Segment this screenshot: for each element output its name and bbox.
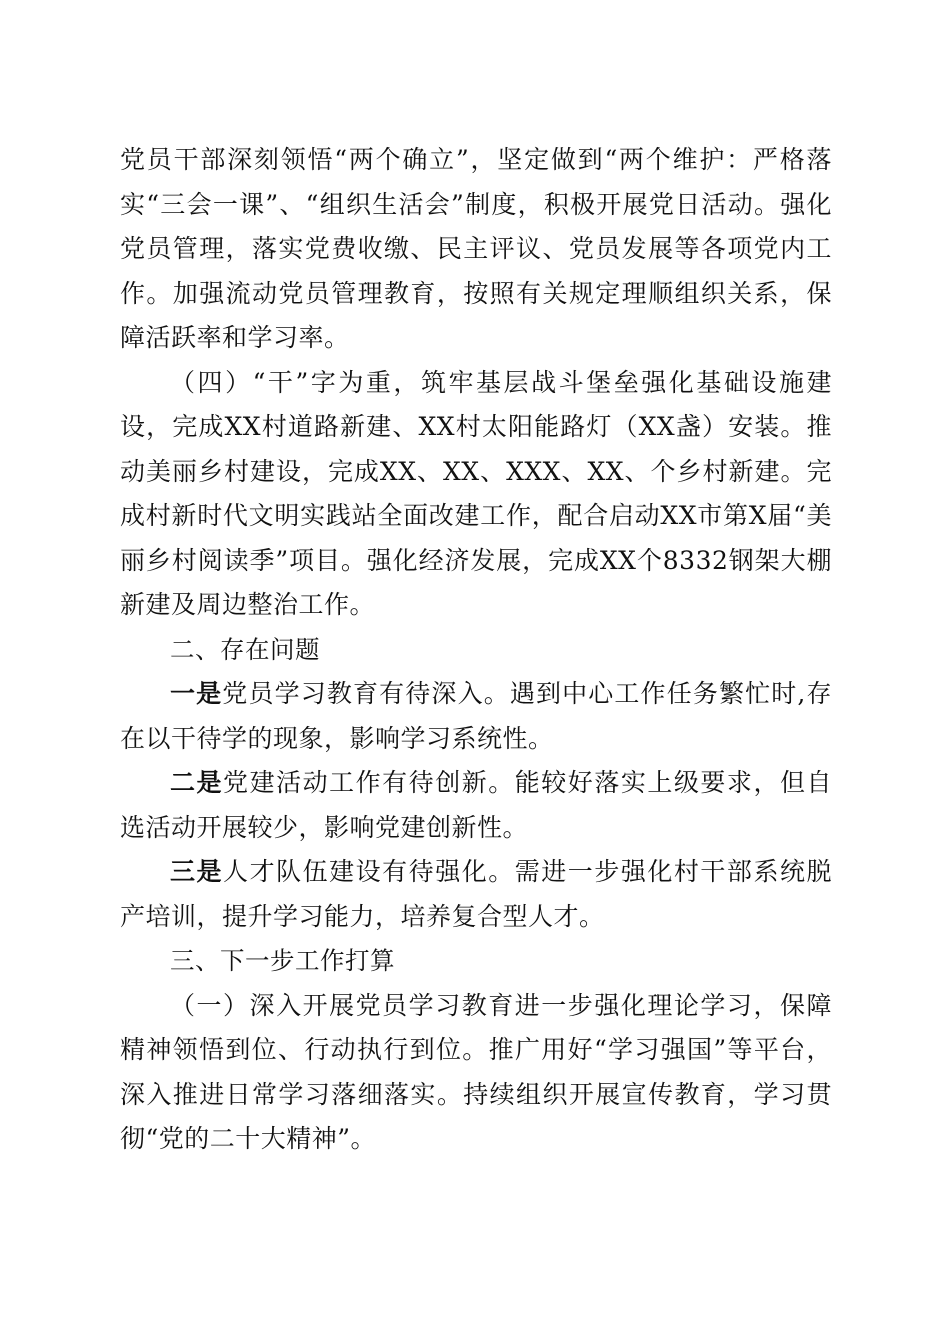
section-title-next-steps: 三、下一步工作打算 <box>170 946 395 975</box>
problem-3-lead: 三是 <box>170 857 224 886</box>
plan-item-1: （一）深入开展党员学习教育进一步强化理论学习，保障精神领悟到位、行动执行到位。推广用好“学习强国”等平台，深入推进日常学习落细落实。持续组织开展宣传教育，学习贯彻“党的二十大精神”。 <box>120 990 832 1153</box>
problem-2-lead: 二是 <box>170 768 224 797</box>
problem-1-text: 党员学习教育有待深入。遇到中心工作任务繁忙时,存在以干待学的现象，影响学习系统性。 <box>120 679 832 753</box>
document-page <box>120 138 832 1162</box>
paragraph-infrastructure: （四）“干”字为重，筑牢基层战斗堡垒强化基础设施建设，完成XX村道路新建、XX村太阳能路灯（XX盏）安装。推动美丽乡村建设，完成XX、XX、XXX、XX、个乡村新建。完成村新时代文明实践站全面改建工作，配合启动XX市第X届“美丽乡村阅读季”项目。强化经济发展，完成XX个8332钢架大棚新建及周边整治工作。 <box>120 367 832 619</box>
problem-2-text: 党建活动工作有待创新。能较好落实上级要求，但自选活动开展较少，影响党建创新性。 <box>120 768 832 842</box>
problem-1-lead: 一是 <box>170 679 223 708</box>
section-title-problems: 二、存在问题 <box>170 634 320 664</box>
paragraph-party-management: 党员干部深刻领悟“两个确立”，坚定做到“两个维护：严格落实“三会一课”、“组织生活会”制度，积极开展党日活动。强化党员管理，落实党费收缴、民主评议、党员发展等各项党内工作。加强流动党员管理教育，按照有关规定理顺组织关系，保障活跃率和学习率。 <box>120 145 832 352</box>
problem-item-1 <box>120 672 832 761</box>
problem-item-3 <box>120 850 832 939</box>
problem-item-2 <box>120 761 832 850</box>
problem-3-text: 人才队伍建设有待强化。需进一步强化村干部系统脱产培训，提升学习能力，培养复合型人才。 <box>120 857 832 931</box>
